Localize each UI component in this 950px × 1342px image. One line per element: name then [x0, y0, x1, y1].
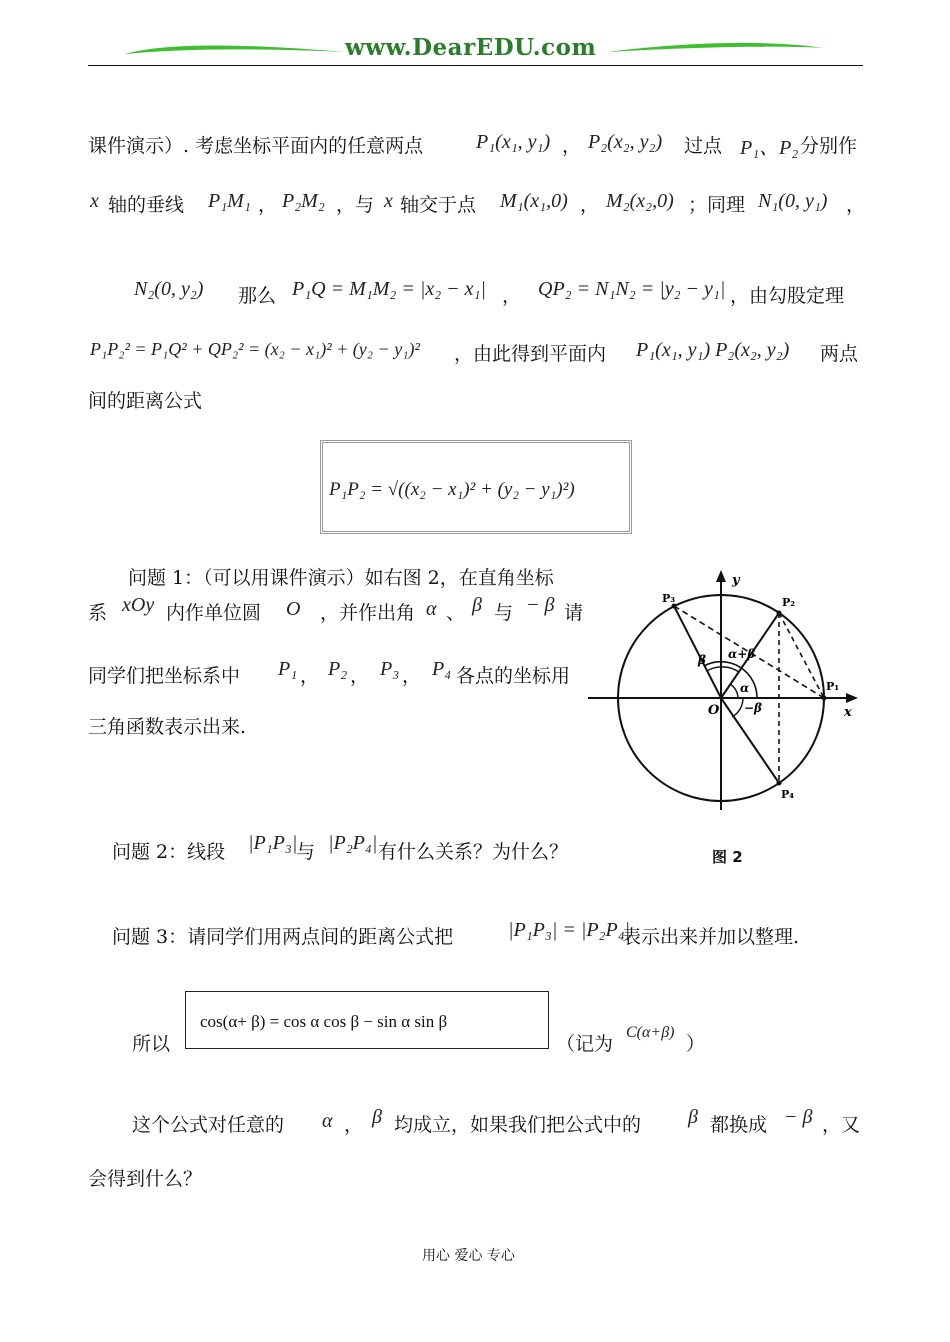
para1-line4-a: ，由此得到平面内	[454, 343, 607, 365]
para1-line2-b: ，与	[336, 194, 375, 216]
arc-alpha	[730, 684, 738, 698]
segment-p1p3: |P₁P₃|	[248, 832, 298, 854]
q1-line2-b: 内作单位圆	[166, 602, 262, 624]
para1-line2-c: 轴交于点	[400, 194, 477, 216]
label-p4: P₄	[781, 788, 795, 801]
footer-text: 用心 爱心 专心	[422, 1248, 515, 1264]
unit-circle-figure	[580, 562, 870, 824]
final-line1-c: 都换成	[710, 1114, 768, 1136]
cosine-sum-formula: cos(α+ β) = cos α cos β − sin α sin β	[200, 1012, 448, 1031]
para1-line1-c: 分别作	[800, 135, 858, 157]
q3-text-b: 表示出来并加以整理.	[622, 926, 800, 948]
comma: ，	[350, 665, 370, 687]
final-line1-b: 均成立，如果我们把公式中的	[394, 1114, 642, 1136]
segment-p2m2: P₂M₂	[282, 190, 325, 212]
label-p1: P₁	[826, 680, 840, 693]
label-o: O	[708, 703, 720, 718]
arc-neg-beta	[732, 698, 743, 717]
cosine-sum-formula-box	[185, 991, 549, 1049]
label-beta: β	[698, 653, 706, 667]
point-p4-dot	[777, 781, 782, 786]
formula-label-c: C(α+β)	[626, 1024, 675, 1041]
q3-text-a: 问题 3：请同学们用两点间的距离公式把	[112, 926, 454, 948]
q1-line2-e: 与	[494, 602, 514, 624]
segment-p1m1: P₁M₁	[208, 190, 251, 212]
var-neg-beta: − β	[784, 1106, 813, 1128]
point-p4: P₄	[432, 658, 452, 680]
point-p1-dot	[822, 696, 827, 701]
q2-text-b: 与	[296, 841, 316, 863]
q1-line2-f: 请	[564, 602, 584, 624]
distance-formula: P₁P₂ = √((x₂ − x₁)² + (y₂ − y₁)²)	[329, 479, 575, 500]
equation-qp2: QP₂ = N₁N₂ = |y₂ − y₁|	[538, 278, 726, 300]
equation-pythagoras: P₁P₂² = P₁Q² + QP₂² = (x₂ − x₁)² + (y₂ − y₁)²	[90, 339, 420, 359]
comma: ，	[300, 665, 320, 687]
chord-p2-p1	[779, 613, 824, 698]
coord-system-xoy: xOy	[122, 594, 155, 616]
label-p2: P₂	[782, 596, 796, 609]
para1-line5: 间的距离公式	[88, 390, 203, 412]
label-x: x	[844, 705, 852, 720]
result-note-b: ）	[686, 1033, 706, 1055]
point-p3: P₃	[380, 658, 400, 680]
point-p2-dot	[777, 611, 782, 616]
point-m2: M₂(x₂,0)	[606, 190, 674, 212]
point-p2: P₂	[328, 658, 348, 680]
distance-formula-box	[320, 440, 632, 534]
point-n1: N₁(0, y₁)	[758, 190, 828, 212]
para1-line1-b: 过点	[684, 135, 723, 157]
q1-line2-c: ，并作出角	[320, 602, 416, 624]
para1-line2-d: ；同理	[688, 194, 746, 216]
point-p1: P₁	[278, 658, 298, 680]
point-m1: M₁(x₁,0)	[500, 190, 568, 212]
points-p1-p2: P₁、P₂	[740, 137, 799, 159]
header-swoosh-left	[120, 36, 350, 60]
point-p1: P₁(x₁, y₁)	[476, 131, 551, 153]
circle-o: O	[286, 598, 301, 620]
result-note-a: （记为	[556, 1033, 614, 1055]
para1-line3-a: 那么	[238, 285, 277, 307]
para1-line3-b: ，由勾股定理	[730, 285, 845, 307]
q1-line3-a: 同学们把坐标系中	[88, 665, 241, 687]
label-alpha: α	[740, 681, 750, 695]
para1-line2-a: 轴的垂线	[108, 194, 185, 216]
q2-text-a: 问题 2：线段	[112, 841, 226, 863]
var-alpha: α	[322, 1110, 333, 1132]
q1-line4: 三角函数表示出来.	[88, 716, 247, 738]
var-x: x	[90, 190, 99, 212]
var-beta: β	[372, 1106, 382, 1128]
var-beta: β	[688, 1106, 698, 1128]
comma: ，	[344, 1114, 364, 1136]
points-p1p2: P₁(x₁, y₁) P₂(x₂, y₂)	[636, 339, 790, 361]
figure-caption: 图 2	[712, 848, 743, 866]
equation-segments-equal: |P₁P₃| = |P₂P₄|	[508, 919, 631, 941]
q2-text-c: 有什么关系？为什么？	[378, 841, 569, 863]
header-rule	[88, 65, 863, 66]
q1-line1: 问题 1：（可以用课件演示）如右图 2，在直角坐标	[128, 567, 554, 589]
arc-beta	[707, 667, 739, 672]
final-line1-a: 这个公式对任意的	[132, 1114, 285, 1136]
q1-line3-b: 各点的坐标用	[456, 665, 571, 687]
label-alpha-plus-beta: α+β	[728, 647, 756, 661]
header	[120, 30, 830, 66]
var-x: x	[384, 190, 393, 212]
label-neg-beta: −β	[744, 701, 763, 715]
result-prefix: 所以	[132, 1033, 171, 1055]
point-n2: N₂(0, y₂)	[134, 278, 204, 300]
q1-line2-d: 、	[446, 602, 466, 624]
label-y: y	[732, 573, 740, 588]
angle-neg-beta: − β	[526, 594, 555, 616]
equation-p1q: P₁Q = M₁M₂ = |x₂ − x₁|	[292, 278, 486, 300]
y-axis-arrow	[716, 570, 726, 582]
final-line1-d: ，又	[822, 1114, 861, 1136]
para1-line1-a: 课件演示）. 考虑坐标平面内的任意两点	[88, 135, 424, 157]
comma: ，	[502, 285, 522, 307]
comma: ，	[402, 665, 422, 687]
comma: ，	[258, 194, 278, 216]
header-swoosh-right	[605, 36, 830, 60]
comma: ，	[562, 135, 582, 157]
para1-line4-b: 两点	[820, 343, 859, 365]
point-p2: P₂(x₂, y₂)	[588, 131, 663, 153]
angle-beta: β	[472, 594, 482, 616]
comma: ，	[580, 194, 600, 216]
q1-line2-a: 系	[88, 602, 108, 624]
label-p3: P₃	[662, 592, 676, 605]
comma: ，	[846, 194, 866, 216]
radius-op3	[674, 606, 721, 698]
x-axis-arrow	[846, 693, 858, 703]
segment-p2p4: |P₂P₄|	[328, 832, 378, 854]
final-line2: 会得到什么？	[88, 1168, 203, 1190]
angle-alpha: α	[426, 598, 437, 620]
header-url: www.DearEDU.com	[345, 34, 597, 61]
